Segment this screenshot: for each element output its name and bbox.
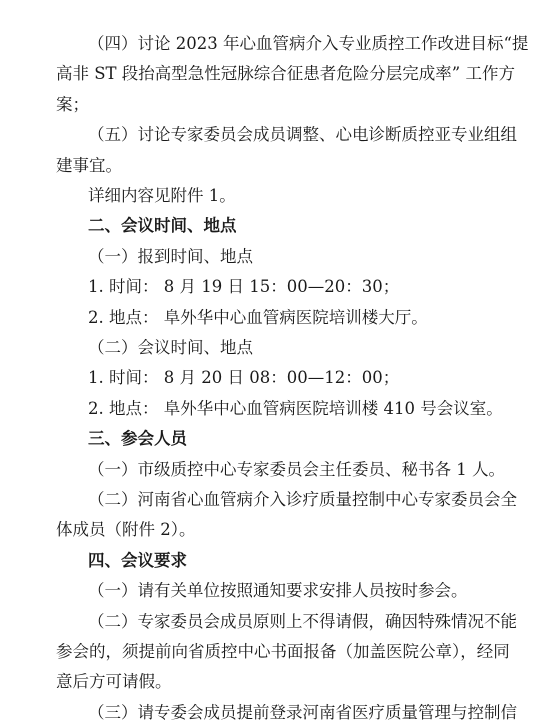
paragraph-line-5: 建事宜。 (56, 155, 122, 175)
meeting-location: 2. 地点： 阜外华中心血管病医院培训楼 410 号会议室。 (88, 398, 503, 418)
attendee-item-2: （二）河南省心血管病介入诊疗质量控制中心专家委员会全 (88, 490, 517, 509)
requirement-item-1: （一）请有关单位按照通知要求安排人员按时参会。 (88, 581, 468, 601)
requirement-item-2-end: 意后方可请假。 (56, 672, 172, 692)
section-heading-3: 三、参会人员 (88, 429, 187, 449)
requirement-item-2: （二）专家委员会成员原则上不得请假，确因特殊情况不能 (88, 611, 517, 631)
requirement-item-2-cont: 参会的，须提前向省质控中心书面报备（加盖医院公章），经同 (56, 642, 510, 661)
paragraph-line-3: 案； (56, 94, 89, 114)
registration-time: 1. 时间： 8 月 19 日 15：00—20：30； (88, 277, 400, 297)
section-heading-2: 二、会议时间、地点 (88, 216, 237, 236)
subheading-meeting: （二）会议时间、地点 (88, 338, 253, 357)
paragraph-line-1: （四）讨论 2023 年心血管病介入专业质控工作改进目标“提 (88, 34, 529, 53)
paragraph-line-4: （五）讨论专家委员会成员调整、心电诊断质控亚专业组组 (88, 125, 517, 145)
subheading-registration: （一）报到时间、地点 (88, 246, 253, 266)
attendee-item-2-cont: 体成员（附件 2）。 (56, 520, 196, 540)
requirement-item-3: （三）请专委会成员提前登录河南省医疗质量管理与控制信 (88, 702, 517, 722)
section-heading-4: 四、会议要求 (88, 550, 187, 570)
paragraph-line-2: 高非 ST 段抬高型急性冠脉综合征患者危险分层完成率” 工作方 (56, 64, 515, 84)
paragraph-line-6: 详细内容见附件 1。 (88, 186, 236, 205)
registration-location: 2. 地点： 阜外华中心血管病医院培训楼大厅。 (88, 307, 428, 327)
attendee-item-1: （一）市级质控中心专家委员会主任委员、秘书各 1 人。 (88, 459, 505, 479)
meeting-time: 1. 时间： 8 月 20 日 08：00—12：00； (88, 368, 400, 388)
